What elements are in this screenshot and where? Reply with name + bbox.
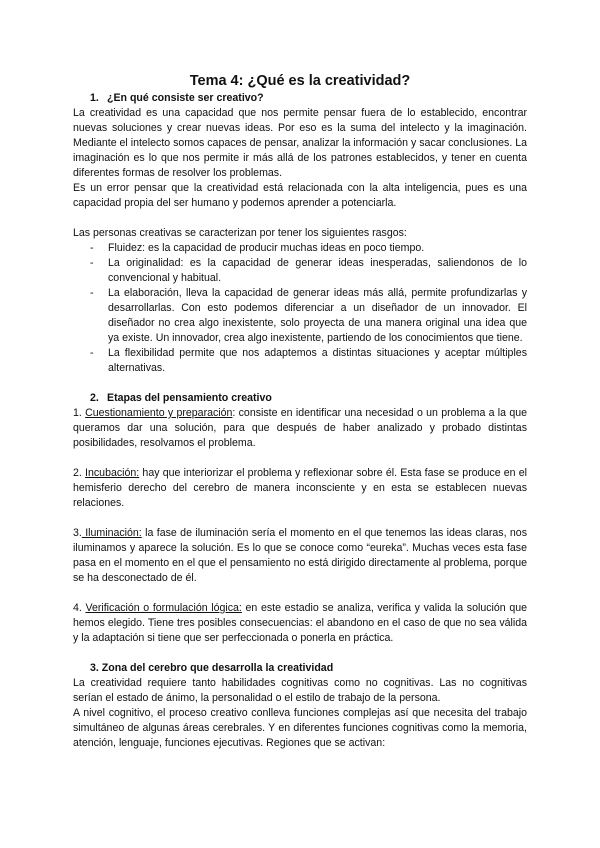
stage-2-text: hay que interiorizar el problema y reflexionar sobre él. Esta fase se produce en el hemisferio derecho del cerebro de manera inconsciente y en esta se establecen nuevas relaciones. (73, 467, 528, 509)
spacer (73, 646, 527, 661)
trait-elaboracion: - La elaboración, lleva la capacidad de generar ideas más allá, permite profundizarlas y desarrollarlas. Con esto podemos diferenciar a un diseñador de un innovador. El diseñador no crea algo inexistente, solo proyecta de una manera original una idea que ya existe. Un innovador, crea algo inexistente, partiendo de los conocimientos que tiene. (73, 286, 527, 346)
spacer (73, 376, 527, 391)
stage-4-term: Verificación o formulación lógica: (85, 602, 242, 614)
stage-1-text: : consiste en identificar una necesidad o un problema a la que queramos dar una solución, para que después de haber analizado y probado distintas posibilidades, resolvamos el problema. (73, 407, 527, 449)
stage-2-paragraph (73, 466, 527, 511)
document-title: Tema 4: ¿Qué es la creatividad? (189, 73, 411, 89)
document-page (73, 72, 527, 751)
section-1-heading (73, 91, 527, 106)
section-2-heading (73, 391, 527, 406)
section-3-paragraph-2: A nivel cognitivo, el proceso creativo conlleva funciones complejas así que necesita del trabajo simultáneo de algunas áreas cerebrales. Y en diferentes funciones cognitivas como la memoria, atención, lenguaje, funciones ejecutivas. Regiones que se activan: (73, 707, 527, 749)
stage-1-prefix: 1. (73, 407, 86, 419)
stage-4-prefix: 4. (73, 602, 86, 614)
section-1-paragraph-1: La creatividad es una capacidad que nos permite pensar fuera de lo establecido, encontrar nuevas soluciones y crear nuevas ideas. Por eso es la suma del intelecto y la imaginación. Mediante el intelecto somos capaces de pensar, analizar la información y sacar conclusiones. La imaginación es lo que nos permite ir más allá de los patrones establecidos, y tener en cuenta diferentes formas de resolver los problemas. (73, 107, 528, 179)
stage-1-term: Cuestionamiento y preparación (85, 407, 233, 419)
spacer (73, 586, 527, 601)
section-1-number: 1. (90, 92, 99, 104)
stage-2-prefix: 2. (73, 467, 86, 479)
section-2-heading-text: Etapas del pensamiento creativo (107, 392, 272, 404)
trait-flexibilidad: - La flexibilidad permite que nos adaptemos a distintas situaciones y aceptar múltiples alternativas. (73, 346, 527, 376)
section-2-number: 2. (90, 392, 99, 404)
section-1-paragraph-3: Las personas creativas se caracterizan por tener los siguientes rasgos: (73, 227, 407, 239)
stage-3-term: Iluminación: (81, 527, 142, 539)
trait-fluidez: - Fluidez: es la capacidad de producir muchas ideas en poco tiempo. (73, 241, 527, 256)
trait-originalidad: - La originalidad: es la capacidad de generar ideas inesperadas, saliendonos de lo convencional y habitual. (73, 256, 527, 286)
stage-3-paragraph (73, 526, 527, 586)
stage-3-prefix: 3. (73, 527, 82, 539)
section-3-paragraph-1: La creatividad requiere tanto habilidades cognitivas como no cognitivas. Las no cognitivas serían el estado de ánimo, la personalidad o el estilo de trabajo de la persona. (73, 677, 527, 704)
stage-1-paragraph (73, 406, 527, 451)
section-1-heading-text: ¿En qué consiste ser creativo? (107, 92, 264, 104)
spacer (73, 211, 527, 226)
stage-4-text: en este estadio se analiza, verifica y valida la solución que hemos elegido. Tiene tres posibles consecuencias: el abandono en el caso de que no sea válida y la adaptación si tiene que ser perfeccionada o ponerla en práctica. (73, 602, 527, 644)
section-3-heading: 3. Zona del cerebro que desarrolla la creatividad (90, 662, 334, 674)
traits-list (73, 241, 527, 376)
stage-2-term: Incubación: (85, 467, 140, 479)
section-1-paragraph-2: Es un error pensar que la creatividad está relacionada con la alta inteligencia, pues es una capacidad propia del ser humano y podemos aprender a potenciarla. (73, 182, 527, 209)
spacer (73, 451, 527, 466)
spacer (73, 511, 527, 526)
stage-3-text: la fase de iluminación sería el momento en el que tenemos las ideas claras, nos iluminamos y aparece la solución. Es lo que se conoce como “eureka”. Muchas veces esta fase pasa en el momento en el que el pensamiento no está dirigido directamente al problema, porque se ha desconectado de él. (73, 527, 527, 584)
stage-4-paragraph (73, 601, 527, 646)
